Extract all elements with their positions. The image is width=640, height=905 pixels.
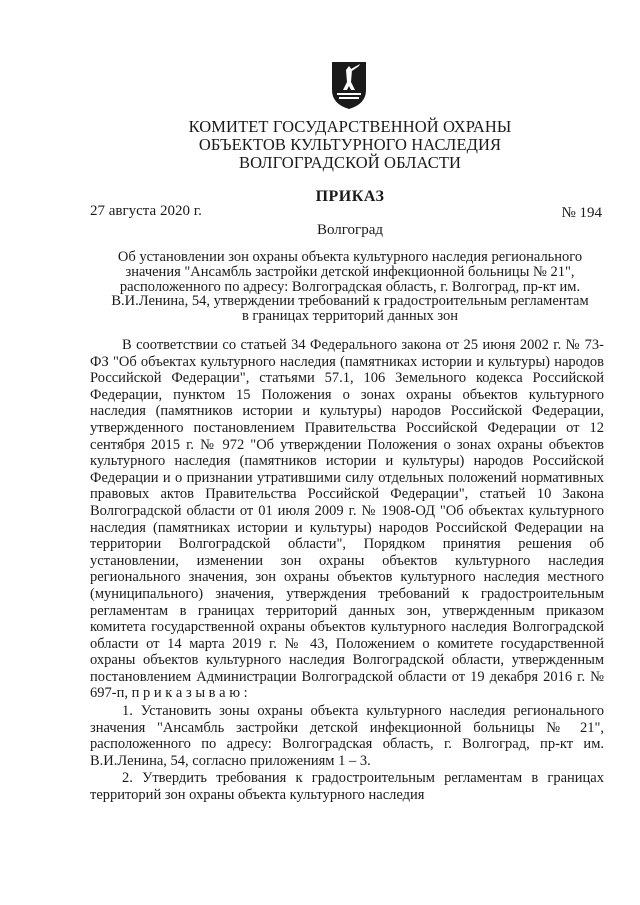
order-title: ПРИКАЗ <box>315 188 385 205</box>
committee-header <box>90 118 610 172</box>
item-2-paragraph: 2. Утвердить требования к градостроительным регламентам в границах территорий зон охраны объекта культурного наследия <box>90 770 604 804</box>
order-body <box>90 337 604 804</box>
preamble-paragraph: В соответствии со статьей 34 Федерального закона от 25 июня 2002 г. № 73-ФЗ "Об объектах культурного наследия (памятниках истории и культуры) народов Российской Федерации", статьями 57.1, 106 Земельного кодекса Российской Федерации, пунктом 15 Положения о зонах охраны объектов культурного наследия (памятников истории и культуры) народов Российской Федерации, утвержденного постановлением Правительства Российской Федерации от 12 сентября 2015 г. № 972 "Об утверждении Положения о зонах охраны объектов культурного наследия (памятников истории и культуры) народов Российской Федерации и о признании утратившими силу отдельных положений нормативных правовых актов Правительства Российской Федерации", статьей 10 Закона Волгоградской области от 01 июля 2009 г. № 1908-ОД "Об объектах культурного наследия (памятниках истории и культуры) народов Российской Федерации на территории Волгоградской области", Порядком принятия решения об установлении, изменении зон охраны объектов культурного наследия регионального значения, зон охраны объектов культурного наследия местного (муниципального) значения, утверждения требований к градостроительным регламентам в границах территорий данных зон, утвержденным приказом комитета государственной охраны объектов культурного наследия Волгоградской области от 14 марта 2019 г. № 43, Положением о комитете государственной охраны объектов культурного наследия Волгоградской области, утвержденным постановлением Администрации Волгоградской области от 19 декабря 2016 г. № 697-п, п р и к а з ы в а ю : <box>90 337 604 702</box>
order-city: Волгоград <box>316 222 383 238</box>
order-number: № 194 <box>561 205 602 221</box>
order-date: 27 августа 2020 г. <box>90 203 202 219</box>
coat-of-arms-emblem <box>329 60 369 110</box>
header-line-3: ВОЛГОГРАДСКОЙ ОБЛАСТИ <box>238 153 462 172</box>
header-line-1: КОМИТЕТ ГОСУДАРСТВЕННОЙ ОХРАНЫ <box>188 117 512 136</box>
item-1-paragraph: 1. Установить зоны охраны объекта культурного наследия регионального значения "Ансамбль застройки детской инфекционной больницы № 21", расположенного по адресу: Волгоградская область, г. Волгоград, пр-кт им. В.И.Ленина, 54, согласно приложениям 1 – 3. <box>90 703 604 769</box>
header-line-2: ОБЪЕКТОВ КУЛЬТУРНОГО НАСЛЕДИЯ <box>198 135 502 154</box>
order-subject: Об установлении зон охраны объекта культурного наследия регионального значения "Ансамбль застройки детской инфекционной больницы № 21", расположенного по адресу: Волгоградская область, г. Волгоград, пр-кт им. В.И.Ленина, 54, утверждении требований к градостроительным регламентам в границах территорий данных зон <box>111 249 589 325</box>
